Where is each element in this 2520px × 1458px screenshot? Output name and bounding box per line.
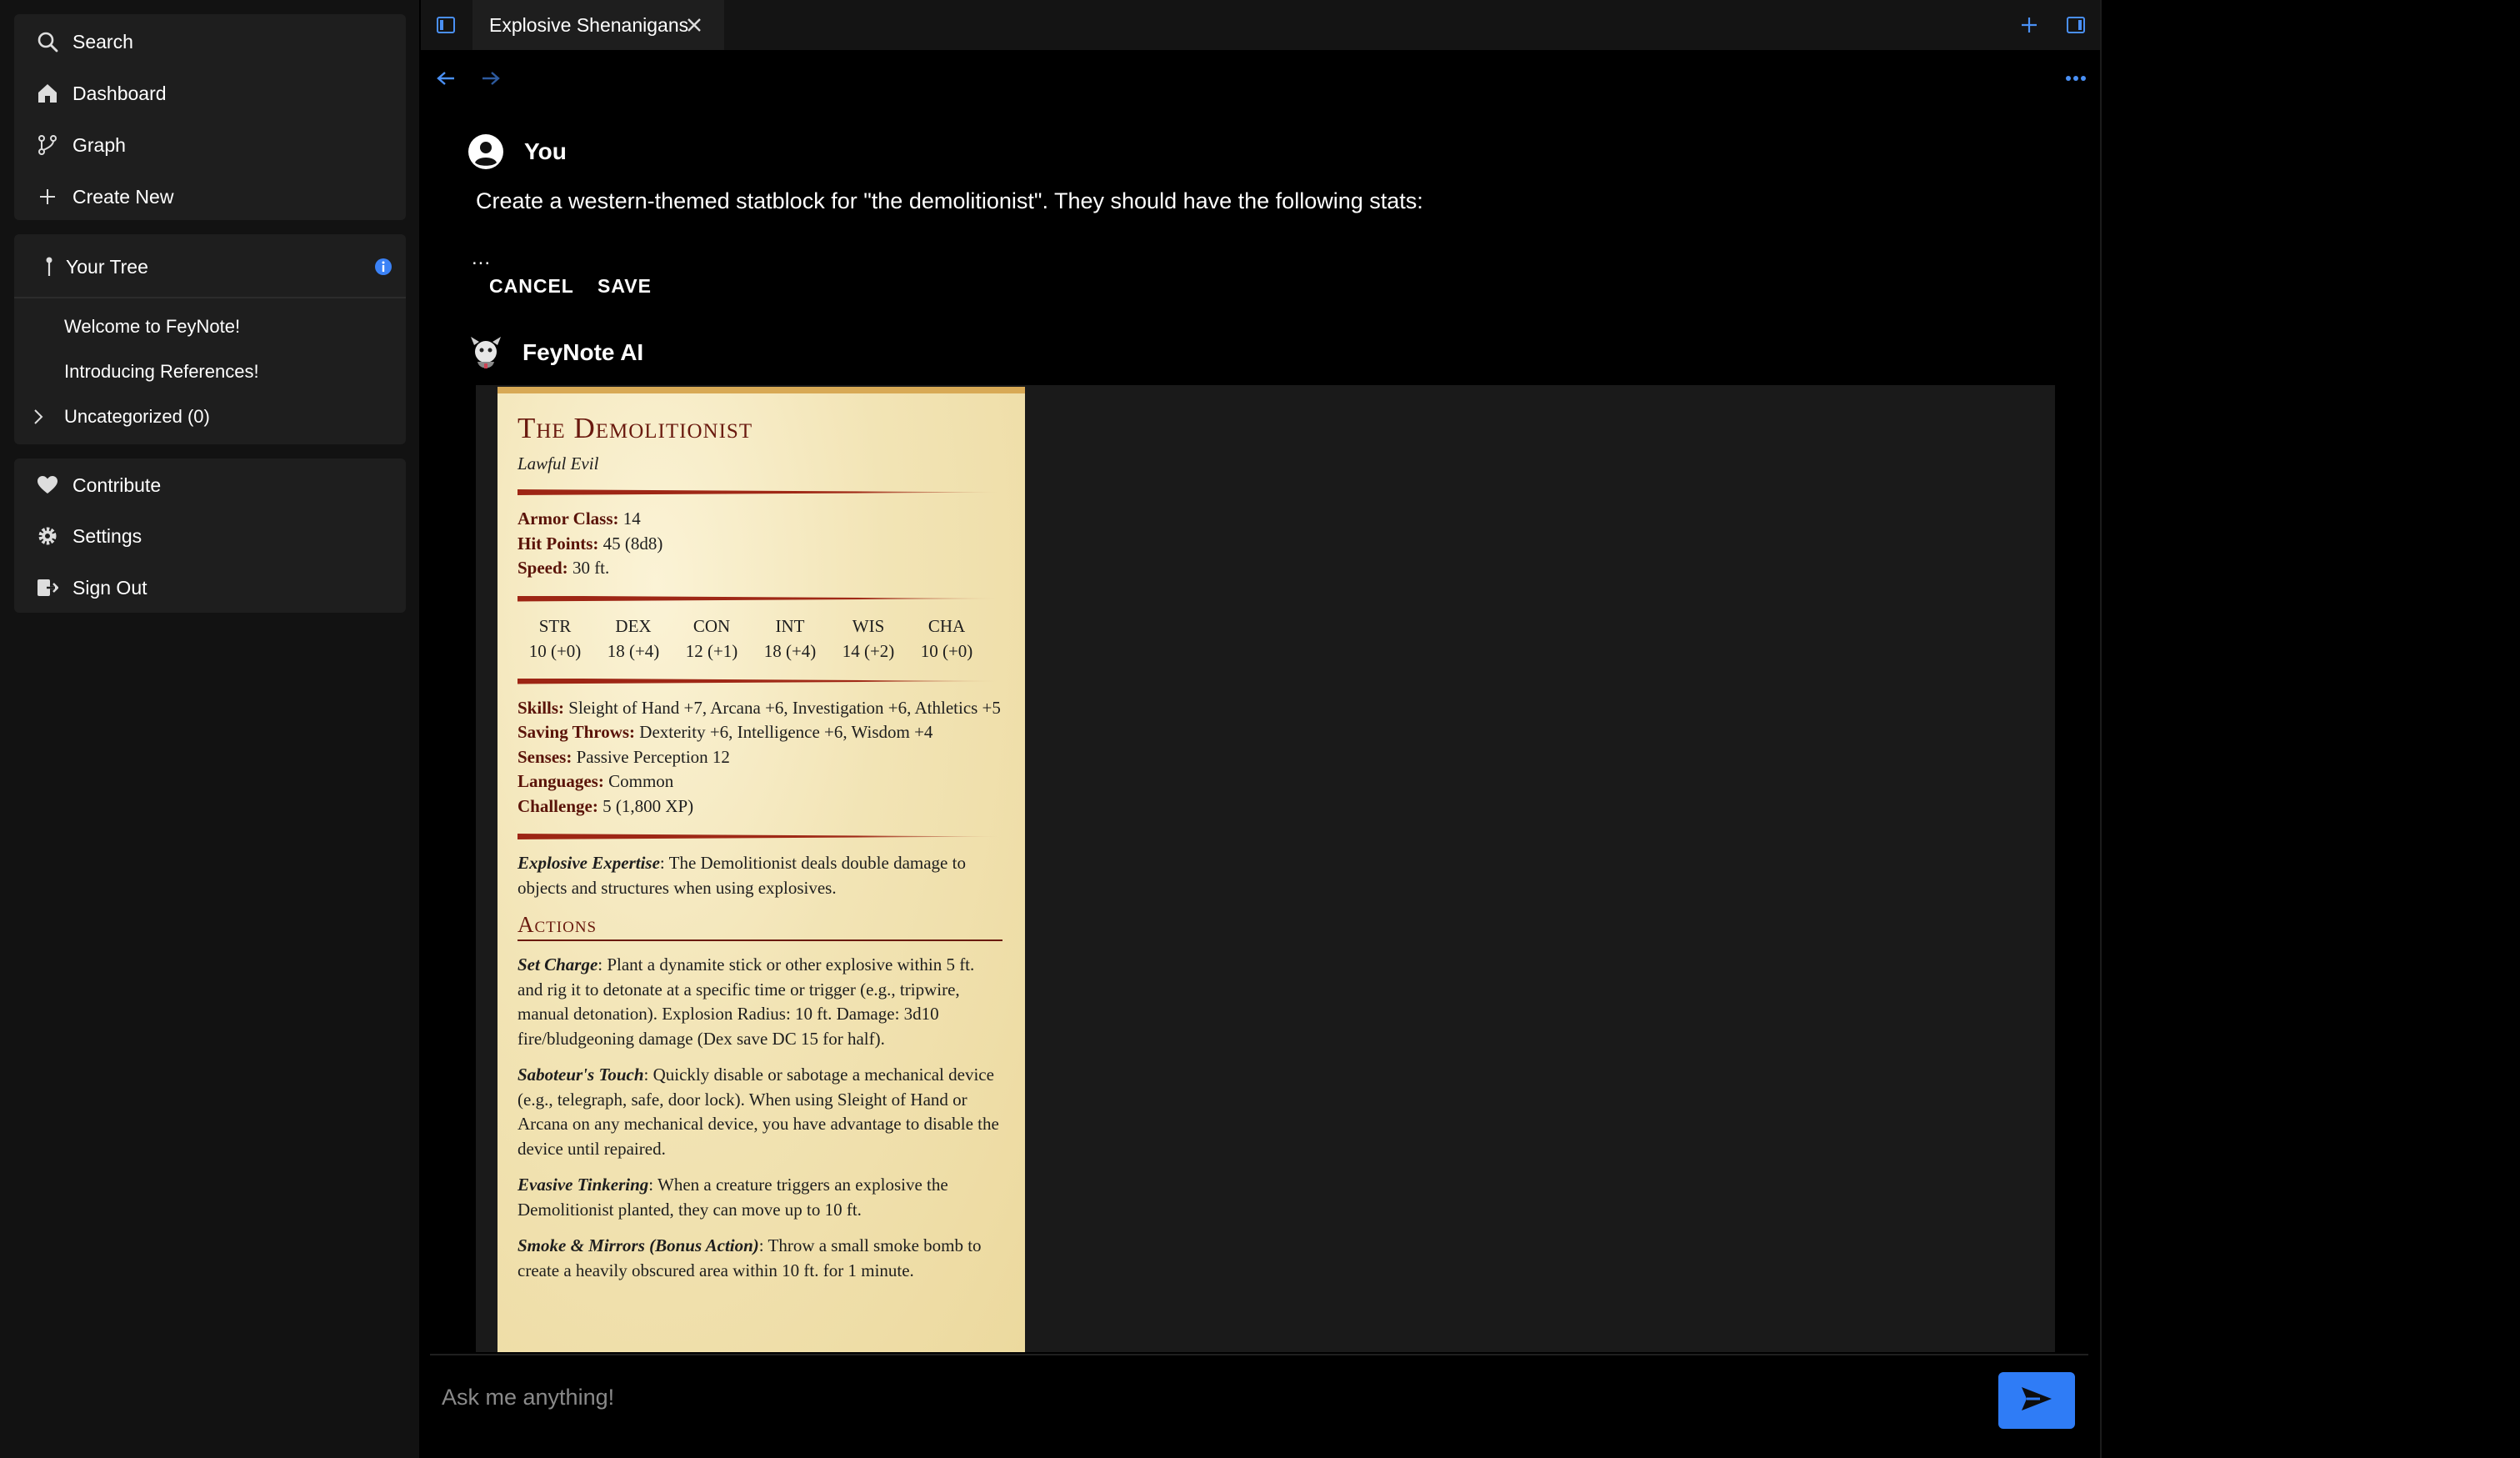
ability-value: 14 (+2): [842, 640, 895, 661]
ability-value: 10 (+0): [920, 640, 973, 661]
sidebar-bottom-panel: [14, 458, 406, 613]
trait-explosive-expertise: [518, 851, 1002, 900]
languages-label: Languages:: [518, 771, 604, 791]
action-name: Evasive Tinkering: [518, 1175, 649, 1195]
ability-dex: [596, 614, 671, 664]
actions-heading: Actions: [518, 912, 1002, 941]
trait-text: : The Demolitionist deals double damage to objects and structures when using explosives.: [518, 853, 966, 898]
trait-name: Explosive Expertise: [518, 853, 660, 873]
send-icon: [2020, 1385, 2053, 1416]
sidebar-item-label: Settings: [72, 524, 142, 547]
tree-item-label: Welcome to FeyNote!: [64, 316, 241, 337]
toggle-left-sidebar-icon[interactable]: [432, 13, 459, 37]
statblock-title: The Demolitionist: [518, 412, 753, 444]
sidebar-item-dashboard[interactable]: [14, 73, 406, 114]
challenge-line: [518, 794, 1002, 819]
sidebar-item-create-new[interactable]: [14, 176, 406, 218]
languages-line: [518, 769, 1002, 794]
skills-label: Skills:: [518, 697, 565, 718]
sidebar-item-label: Contribute: [72, 473, 162, 496]
action-smoke-mirrors: [518, 1234, 1002, 1283]
speed-value: 30 ft.: [568, 558, 610, 578]
back-arrow-icon[interactable]: [431, 65, 461, 92]
saving-throws-value: Dexterity +6, Intelligence +6, Wisdom +4: [635, 722, 933, 742]
search-icon: [36, 30, 59, 53]
sidebar: [0, 0, 419, 1458]
sidebar-item-label: Sign Out: [72, 576, 148, 599]
statblock-alignment: Lawful Evil: [518, 453, 599, 473]
save-button[interactable]: SAVE: [598, 275, 652, 297]
tree-title: Your Tree: [66, 255, 148, 278]
statblock-divider: [518, 489, 1002, 495]
heart-icon: [36, 473, 59, 497]
armor-class-value: 14: [618, 509, 641, 529]
ability-int: [752, 614, 828, 664]
ability-name: WIS: [852, 615, 885, 636]
action-name: Saboteur's Touch: [518, 1065, 644, 1085]
action-text: : Throw a small smoke bomb to create a heavily obscured area within 10 ft. for 1 minute.: [518, 1235, 982, 1280]
statblock: [498, 387, 1025, 1352]
ability-con: [674, 614, 749, 664]
tree-header[interactable]: [14, 246, 406, 288]
sidebar-item-settings[interactable]: [14, 515, 406, 557]
ability-name: INT: [775, 615, 805, 636]
sidebar-item-graph[interactable]: [14, 124, 406, 166]
user-avatar-icon: [468, 133, 504, 170]
skills-line: [518, 696, 1002, 721]
chevron-right-icon[interactable]: [32, 408, 44, 429]
sidebar-item-search[interactable]: [14, 21, 406, 63]
graph-icon: [36, 133, 59, 157]
saving-throws-line: [518, 720, 1002, 745]
hit-points-line: [518, 532, 1002, 557]
action-text: : When a creature triggers an explosive the Demolitionist planted, they can move up to 10 ft.: [518, 1175, 948, 1220]
armor-class-label: Armor Class:: [518, 509, 619, 529]
tab-explosive-shenanigans[interactable]: [472, 0, 724, 50]
tree-item-label: Introducing References!: [64, 361, 259, 382]
skills-value: Sleight of Hand +7, Arcana +6, Investigation +6, Athletics +5: [564, 697, 1001, 718]
senses-label: Senses:: [518, 746, 572, 767]
ability-scores: [518, 614, 984, 664]
new-tab-plus-icon[interactable]: [2018, 13, 2041, 37]
ability-value: 12 (+1): [685, 640, 738, 661]
sidebar-item-label: Dashboard: [72, 82, 167, 104]
sidebar-top-panel: [14, 14, 406, 220]
cancel-button[interactable]: CANCEL: [489, 275, 574, 297]
armor-class-line: [518, 507, 1002, 532]
senses-line: [518, 745, 1002, 770]
action-evasive-tinkering: [518, 1173, 1002, 1222]
tab-label: Explosive Shenanigans: [489, 13, 689, 36]
ai-name: FeyNote AI: [522, 339, 644, 365]
sidebar-item-sign-out[interactable]: [14, 567, 406, 609]
ability-cha: [909, 614, 984, 664]
tab-bar: [421, 0, 2100, 50]
message-ellipsis: ...: [472, 247, 492, 269]
senses-value: Passive Perception 12: [572, 746, 730, 767]
hit-points-label: Hit Points:: [518, 533, 599, 554]
user-message-header: [468, 133, 567, 170]
gear-icon: [36, 524, 59, 548]
statblock-divider: [518, 596, 1002, 602]
pin-icon: [38, 255, 61, 278]
ability-name: DEX: [615, 615, 652, 636]
more-options-icon[interactable]: [2059, 67, 2092, 90]
action-set-charge: [518, 953, 1002, 1051]
challenge-label: Challenge:: [518, 795, 598, 816]
chat-input[interactable]: [442, 1372, 2008, 1422]
tree-item[interactable]: [14, 308, 406, 346]
send-button[interactable]: [1998, 1372, 2075, 1429]
tree-panel: [14, 234, 406, 444]
ability-wis: [831, 614, 906, 664]
speed-label: Speed:: [518, 558, 568, 578]
sidebar-item-contribute[interactable]: [14, 464, 406, 506]
tree-item-label: Uncategorized (0): [64, 406, 210, 427]
info-icon[interactable]: [374, 258, 392, 280]
close-icon[interactable]: [682, 13, 706, 37]
ability-value: 10 (+0): [528, 640, 582, 661]
toggle-right-sidebar-icon[interactable]: [2062, 13, 2089, 37]
ai-message-header: [468, 333, 643, 372]
sign-out-icon: [36, 576, 59, 599]
saving-throws-label: Saving Throws:: [518, 722, 636, 742]
sidebar-item-label: Create New: [72, 185, 174, 208]
tree-item[interactable]: [14, 398, 406, 436]
statblock-divider: [518, 679, 1002, 684]
home-icon: [36, 82, 59, 105]
ai-avatar-icon: [468, 333, 504, 372]
speed-line: [518, 556, 1002, 581]
ability-name: CON: [692, 615, 731, 636]
tree-item[interactable]: [14, 353, 406, 391]
action-name: Set Charge: [518, 954, 598, 975]
user-name: You: [524, 138, 567, 164]
action-saboteurs-touch: [518, 1063, 1002, 1161]
user-message-text: Create a western-themed statblock for "the demolitionist". They should have the following stats:: [476, 188, 1423, 213]
right-empty-panel: [2100, 0, 2520, 1458]
sidebar-item-label: Search: [72, 30, 133, 53]
ability-name: CHA: [928, 615, 966, 636]
ability-value: 18 (+4): [763, 640, 817, 661]
action-text: : Quickly disable or sabotage a mechanical device (e.g., telegraph, safe, door lock). When using Sleight of Hand or Arcana on any mechanical device, you have advantage to disable the device until repaired.: [518, 1065, 999, 1159]
ability-str: [518, 614, 592, 664]
hit-points-value: 45 (8d8): [598, 533, 663, 554]
ability-name: STR: [538, 615, 572, 636]
forward-arrow-icon[interactable]: [476, 65, 506, 92]
chat-input-bar: [430, 1354, 2088, 1445]
challenge-value: 5 (1,800 XP): [598, 795, 694, 816]
languages-value: Common: [603, 771, 674, 791]
sidebar-item-label: Graph: [72, 133, 126, 156]
action-name: Smoke & Mirrors (Bonus Action): [518, 1235, 759, 1255]
statblock-content: [518, 412, 1002, 1283]
statblock-divider: [518, 834, 1002, 839]
plus-icon: [36, 185, 59, 208]
ability-value: 18 (+4): [607, 640, 660, 661]
tree-divider: [14, 297, 406, 298]
action-text: : Plant a dynamite stick or other explosive within 5 ft. and rig it to detonate at a specific time or trigger (e.g., tripwire, manual detonation). Explosion Radius: 10 ft. Damage: 3d10 fire/bludgeoning damage (Dex save DC 15 for half).: [518, 954, 975, 1049]
